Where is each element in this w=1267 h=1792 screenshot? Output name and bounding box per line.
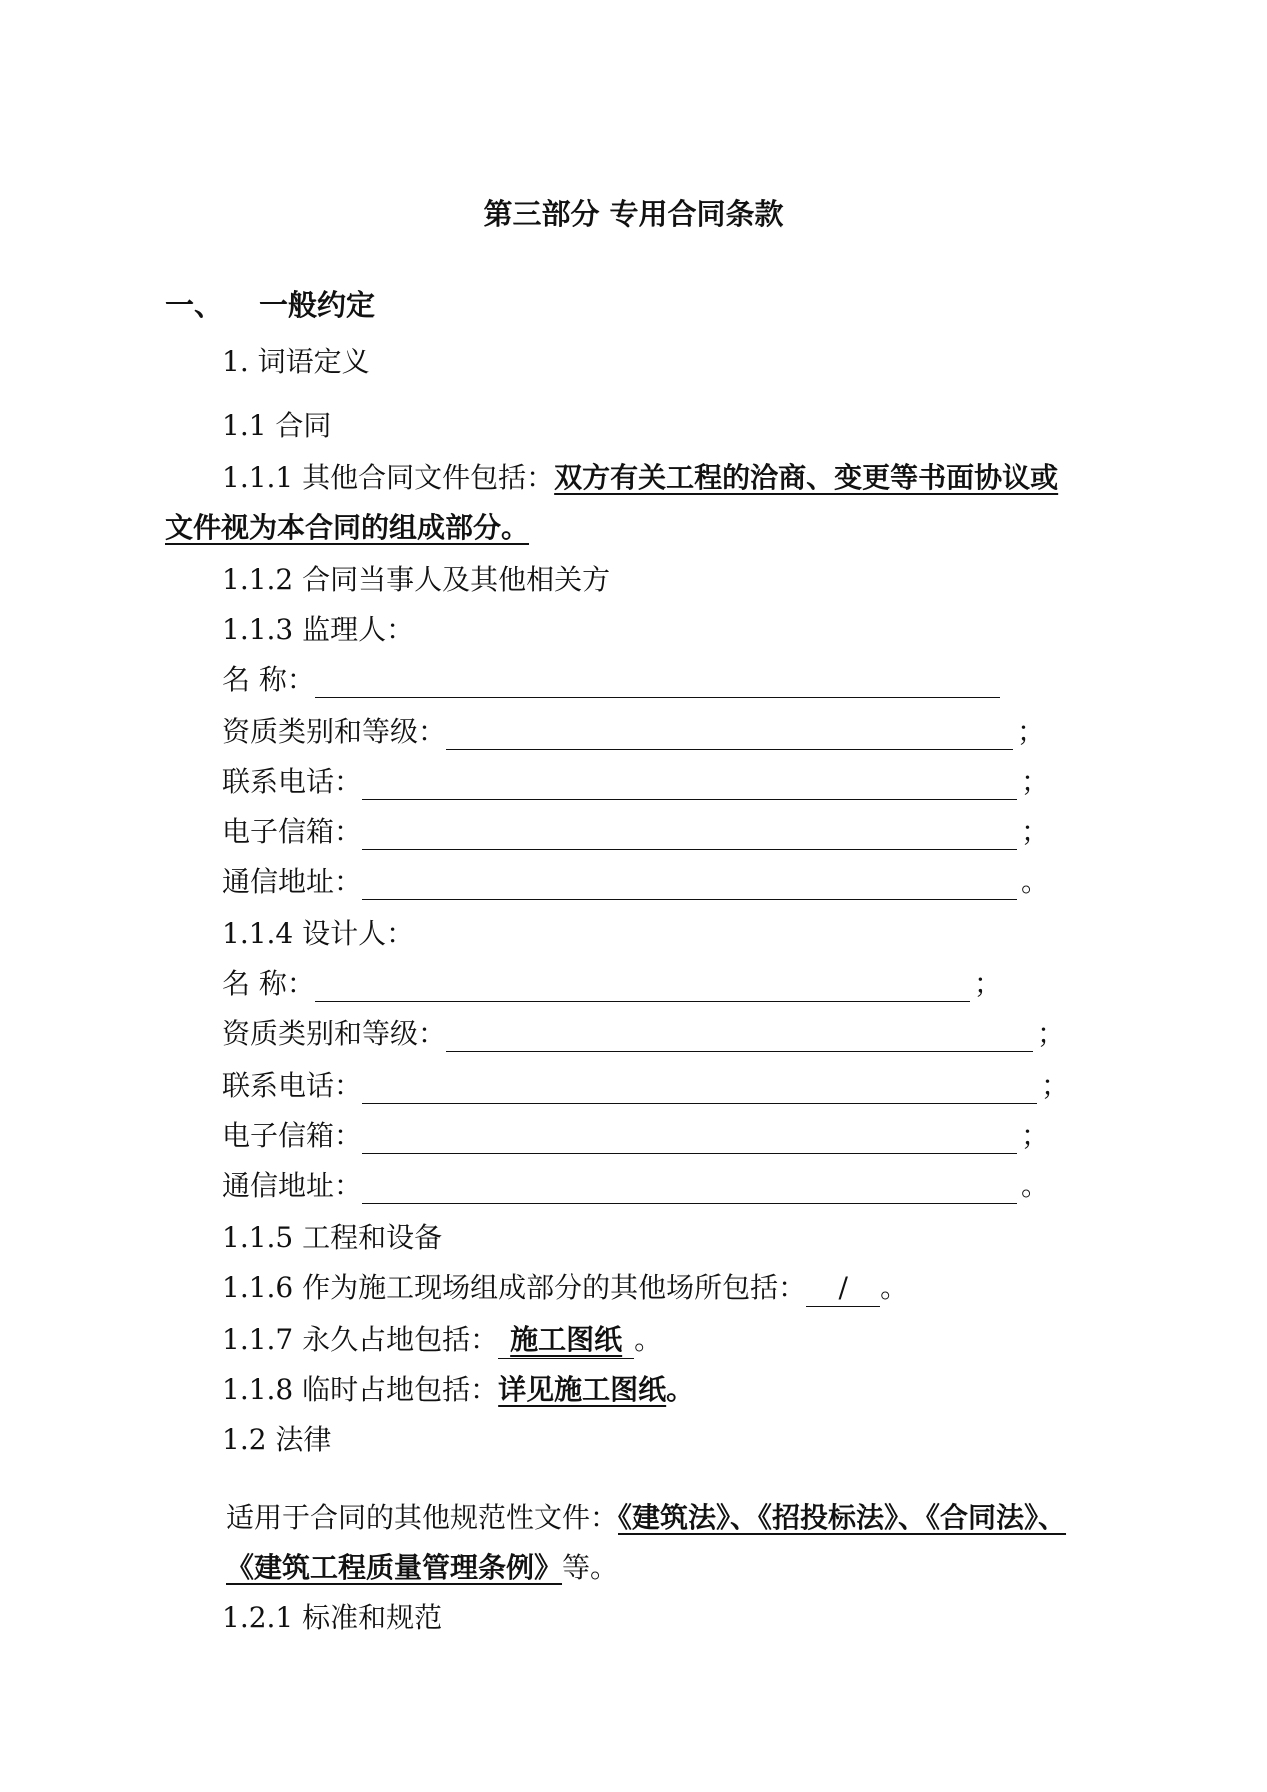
supervisor-email-label: 电子信箱： <box>222 815 363 848</box>
item-1-1-7-end: 。 <box>634 1323 663 1356</box>
supervisor-qual-field <box>222 714 1045 750</box>
laws-value-1: 《建筑法》、《招投标法》、《合同法》、 <box>618 1501 1067 1534</box>
item-1-2: 1.2 法律 <box>222 1423 332 1456</box>
item-1-1-7-value: 施工图纸 <box>498 1322 634 1359</box>
item-1-1-1-value-1: 双方有关工程的洽商、变更等书面协议或 <box>554 461 1059 494</box>
supervisor-addr-blank[interactable] <box>362 869 1017 900</box>
item-1-1-3: 1.1.3 监理人： <box>222 613 415 646</box>
designer-email-blank[interactable] <box>362 1123 1017 1154</box>
item-1-1-8 <box>222 1372 694 1408</box>
item-1-1-1-cont <box>165 510 529 546</box>
supervisor-email-blank[interactable] <box>362 819 1017 850</box>
designer-phone-blank[interactable] <box>362 1073 1037 1104</box>
item-1-2-1: 1.2.1 标准和规范 <box>222 1601 443 1634</box>
supervisor-phone-blank[interactable] <box>362 769 1017 800</box>
supervisor-email-end: ； <box>1021 815 1050 848</box>
supervisor-addr-label: 通信地址： <box>222 865 363 898</box>
designer-name-label: 名 称： <box>222 967 315 1000</box>
item-1-1-7-label: 1.1.7 永久占地包括： <box>222 1323 499 1356</box>
designer-addr-label: 通信地址： <box>222 1169 363 1202</box>
designer-addr-field <box>222 1168 1049 1204</box>
supervisor-addr-end: 。 <box>1021 865 1050 898</box>
supervisor-addr-field <box>222 864 1049 900</box>
item-1-1-6-end: 。 <box>880 1271 909 1304</box>
designer-qual-label: 资质类别和等级： <box>222 1017 447 1050</box>
supervisor-name-field <box>222 662 1000 698</box>
designer-name-field <box>222 966 1002 1002</box>
section-label: 一般约定 <box>259 288 376 322</box>
item-1-1-2: 1.1.2 合同当事人及其他相关方 <box>222 563 611 596</box>
item-1-1-5: 1.1.5 工程和设备 <box>222 1221 443 1254</box>
designer-addr-end: 。 <box>1021 1169 1050 1202</box>
item-1-1-1-value-2: 文件视为本合同的组成部分。 <box>165 511 530 544</box>
laws-line-1 <box>226 1500 1066 1536</box>
designer-name-blank[interactable] <box>315 971 970 1002</box>
laws-label: 适用于合同的其他规范性文件： <box>226 1501 619 1534</box>
supervisor-qual-blank[interactable] <box>446 719 1013 750</box>
item-1-1-6-label: 1.1.6 作为施工现场组成部分的其他场所包括： <box>222 1271 807 1304</box>
item-1-1-7 <box>222 1322 662 1359</box>
designer-name-end: ； <box>973 967 1002 1000</box>
designer-phone-field <box>222 1068 1069 1104</box>
designer-phone-label: 联系电话： <box>222 1069 363 1102</box>
item-1-1-6-value[interactable]: / <box>806 1270 880 1307</box>
designer-email-label: 电子信箱： <box>222 1119 363 1152</box>
item-1-1-1 <box>222 460 1058 496</box>
section-heading <box>165 283 375 324</box>
laws-end: 等。 <box>562 1551 619 1584</box>
item-1-1: 1.1 合同 <box>222 409 332 442</box>
item-1-1-1-label: 1.1.1 其他合同文件包括： <box>222 461 555 494</box>
laws-value-2: 《建筑工程质量管理条例》 <box>226 1551 563 1584</box>
item-1-1-6 <box>222 1270 908 1307</box>
item-1: 1. 词语定义 <box>222 345 370 378</box>
item-1-1-4: 1.1.4 设计人： <box>222 917 415 950</box>
designer-qual-field <box>222 1016 1065 1052</box>
supervisor-phone-label: 联系电话： <box>222 765 363 798</box>
item-1-1-8-value: 详见施工图纸 <box>498 1373 667 1406</box>
designer-qual-end: ； <box>1037 1017 1066 1050</box>
section-number: 一、 <box>165 288 224 322</box>
designer-qual-blank[interactable] <box>446 1021 1033 1052</box>
designer-email-end: ； <box>1021 1119 1050 1152</box>
supervisor-name-blank[interactable] <box>315 667 1000 698</box>
page-title: 第三部分 专用合同条款 <box>483 197 784 231</box>
laws-line-2 <box>226 1550 618 1586</box>
supervisor-email-field <box>222 814 1049 850</box>
designer-email-field <box>222 1118 1049 1154</box>
supervisor-qual-end: ； <box>1017 715 1046 748</box>
supervisor-qual-label: 资质类别和等级： <box>222 715 447 748</box>
designer-addr-blank[interactable] <box>362 1173 1017 1204</box>
supervisor-phone-end: ； <box>1021 765 1050 798</box>
item-1-1-8-end: 。 <box>666 1373 695 1406</box>
supervisor-name-label: 名 称： <box>222 663 315 696</box>
supervisor-phone-field <box>222 764 1049 800</box>
item-1-1-8-label: 1.1.8 临时占地包括： <box>222 1373 499 1406</box>
designer-phone-end: ； <box>1041 1069 1070 1102</box>
